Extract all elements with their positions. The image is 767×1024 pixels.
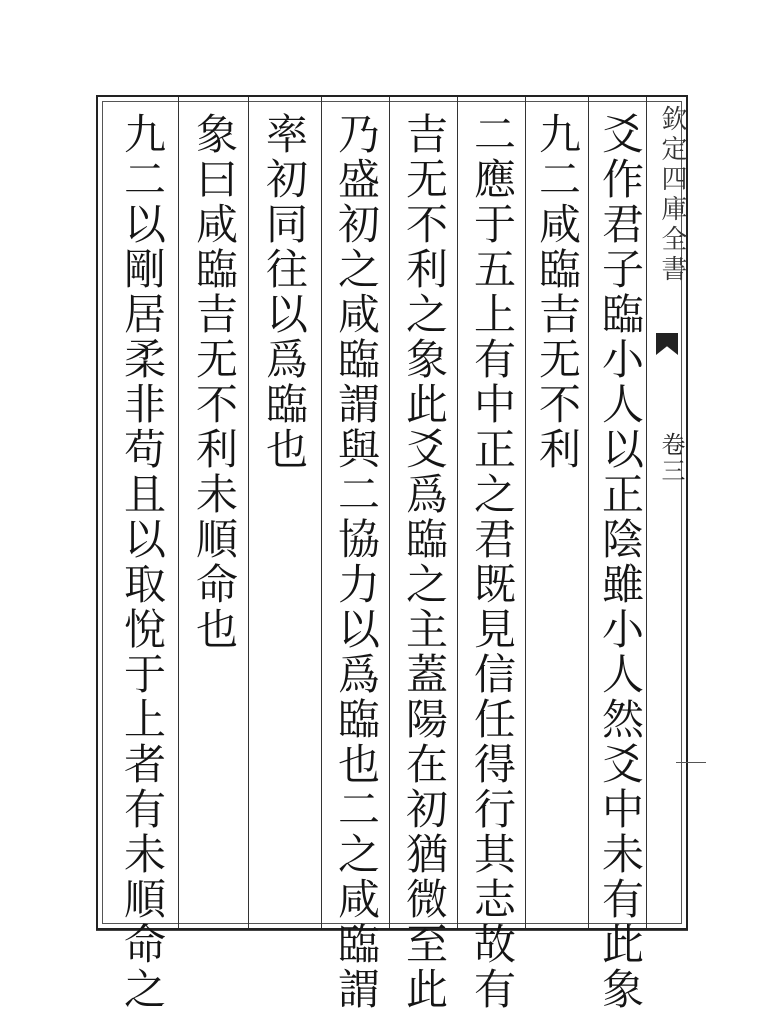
margin-strip	[648, 97, 686, 928]
text-column-4: 吉无不利之象此爻爲臨之主蓋陽在初猶微至此	[400, 112, 449, 1012]
text-column-7: 象曰咸臨吉无不利未順命也	[190, 112, 239, 652]
text-column-6: 率初同往以爲臨也	[260, 112, 309, 472]
text-column-2: 九二咸臨吉无不利	[533, 112, 582, 472]
text-column-1: 爻作君子臨小人以正陰雖小人然爻中未有此象	[596, 112, 645, 1012]
margin-tick	[676, 762, 706, 763]
column-divider	[178, 97, 179, 928]
text-column-8: 九二以剛居柔非苟且以取悅于上者有未順命之	[118, 112, 167, 1012]
book-title: 欽定四庫全書	[657, 105, 687, 285]
fish-tail-mark-icon	[656, 333, 678, 355]
column-divider	[321, 97, 322, 928]
volume-label: 卷三	[657, 432, 685, 484]
column-divider	[389, 97, 390, 928]
column-divider	[248, 97, 249, 928]
text-column-5: 乃盛初之咸臨謂與二協力以爲臨也二之咸臨謂	[332, 112, 381, 1012]
column-divider	[457, 97, 458, 928]
text-column-3: 二應于五上有中正之君既見信任得行其志故有	[468, 112, 517, 1012]
